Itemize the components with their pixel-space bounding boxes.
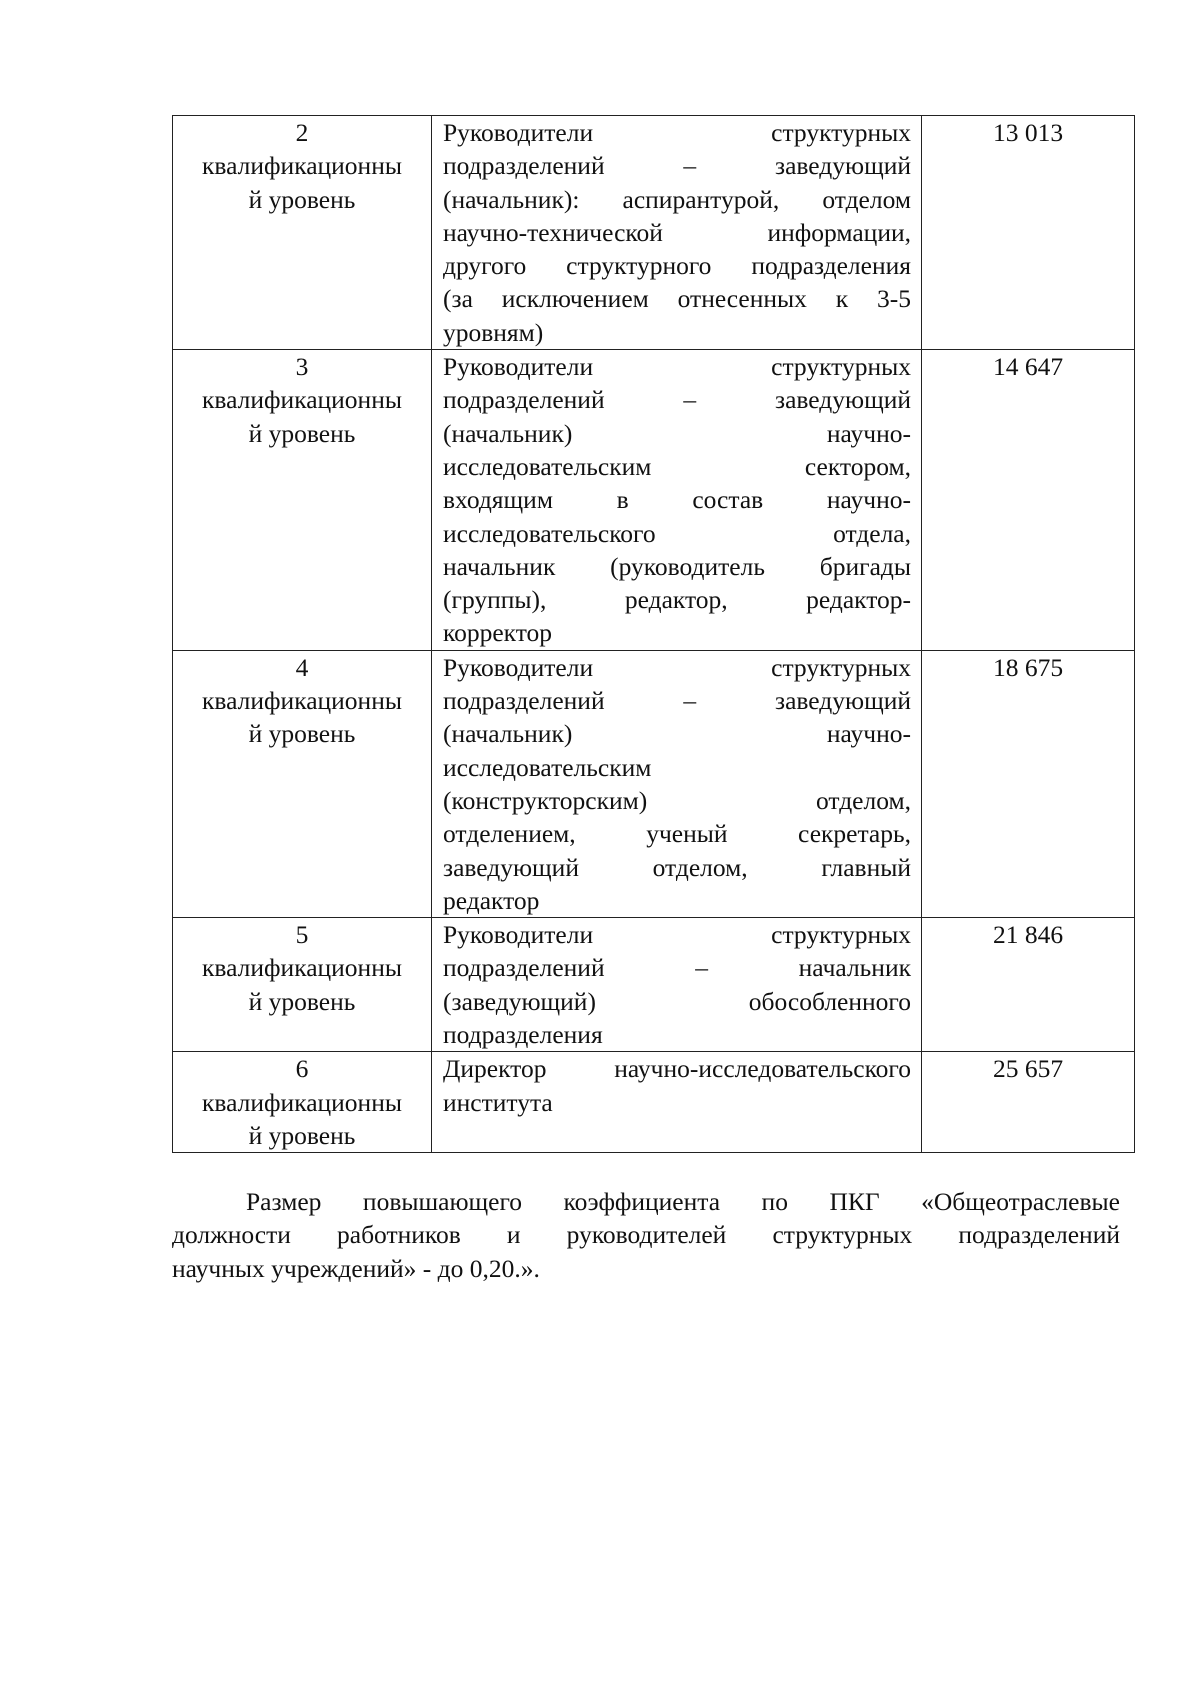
- qualification-level-cell: [173, 116, 432, 350]
- table-row: [173, 350, 1135, 651]
- note-line: научных учреждений» - до 0,20.».: [172, 1253, 540, 1283]
- description-line: подразделений – заведующий: [443, 385, 911, 415]
- description-line: (за исключением отнесенных к 3-5: [443, 284, 911, 314]
- description-line: заведующий отделом, главный: [443, 852, 911, 882]
- level-number: 5: [295, 920, 309, 950]
- salary-cell: 14 647: [922, 350, 1135, 651]
- description-line: Директор научно-исследовательского: [443, 1054, 911, 1084]
- table-row: [173, 918, 1135, 1052]
- description-line: института: [443, 1087, 553, 1117]
- table-row: [173, 650, 1135, 917]
- description-line: отделением, ученый секретарь,: [443, 819, 911, 849]
- description-line: исследовательским сектором,: [443, 451, 911, 481]
- salary-cell: 18 675: [922, 650, 1135, 917]
- position-description-cell: [432, 1052, 922, 1153]
- description-line: Руководители структурных: [443, 118, 911, 147]
- description-line: подразделений – заведующий: [443, 686, 911, 716]
- description-line: корректор: [443, 618, 553, 648]
- salary-cell: 25 657: [922, 1052, 1135, 1153]
- description-line: (заведующий) обособленного: [443, 986, 911, 1016]
- coefficient-note-paragraph: [172, 1185, 1120, 1285]
- position-description-cell: [432, 116, 922, 350]
- level-word: й уровень: [248, 184, 356, 214]
- table-row: [173, 1052, 1135, 1153]
- level-word: й уровень: [248, 986, 356, 1016]
- level-word: квалификационны: [202, 385, 402, 415]
- description-line: (конструкторским) отделом,: [443, 785, 911, 815]
- description-line: исследовательским: [443, 752, 652, 782]
- description-line: (начальник): аспирантурой, отделом: [443, 184, 911, 214]
- level-word: квалификационны: [202, 151, 402, 181]
- description-line: Руководители структурных: [443, 352, 911, 382]
- description-line: (начальник) научно-: [443, 719, 911, 749]
- description-line: (группы), редактор, редактор-: [443, 585, 911, 615]
- salary-cell: 21 846: [922, 918, 1135, 1052]
- description-line: другого структурного подразделения: [443, 251, 911, 281]
- qualification-level-cell: [173, 1052, 432, 1153]
- description-line: исследовательского отдела,: [443, 518, 911, 548]
- description-line: Руководители структурных: [443, 920, 911, 950]
- level-number: 6: [295, 1054, 309, 1084]
- table-row: [173, 116, 1135, 350]
- description-line: начальник (руководитель бригады: [443, 551, 911, 581]
- position-description-cell: [432, 918, 922, 1052]
- qualification-level-cell: [173, 350, 432, 651]
- note-line: Размер повышающего коэффициента по ПКГ «Общеотраслевые: [246, 1187, 1120, 1216]
- level-number: 4: [295, 652, 309, 682]
- level-word: квалификационны: [202, 686, 402, 716]
- level-number: 2: [295, 118, 309, 147]
- qualification-level-cell: [173, 650, 432, 917]
- level-word: квалификационны: [202, 953, 402, 983]
- description-line: подразделений – заведующий: [443, 151, 911, 181]
- description-line: Руководители структурных: [443, 652, 911, 682]
- note-line: должности работников и руководителей структурных подразделений: [172, 1220, 1120, 1250]
- description-line: (начальник) научно-: [443, 418, 911, 448]
- level-word: й уровень: [248, 418, 356, 448]
- description-line: уровням): [443, 317, 544, 347]
- description-line: научно-технической информации,: [443, 217, 911, 247]
- description-line: подразделений – начальник: [443, 953, 911, 983]
- level-number: 3: [295, 352, 309, 382]
- level-word: квалификационны: [202, 1087, 402, 1117]
- position-description-cell: [432, 350, 922, 651]
- qualification-level-cell: [173, 918, 432, 1052]
- description-line: входящим в состав научно-: [443, 485, 911, 515]
- salary-cell: 13 013: [922, 116, 1135, 350]
- description-line: подразделения: [443, 1020, 603, 1050]
- level-word: й уровень: [248, 719, 356, 749]
- level-word: й уровень: [248, 1120, 356, 1150]
- position-description-cell: [432, 650, 922, 917]
- salary-table: [172, 115, 1135, 1153]
- description-line: редактор: [443, 885, 540, 915]
